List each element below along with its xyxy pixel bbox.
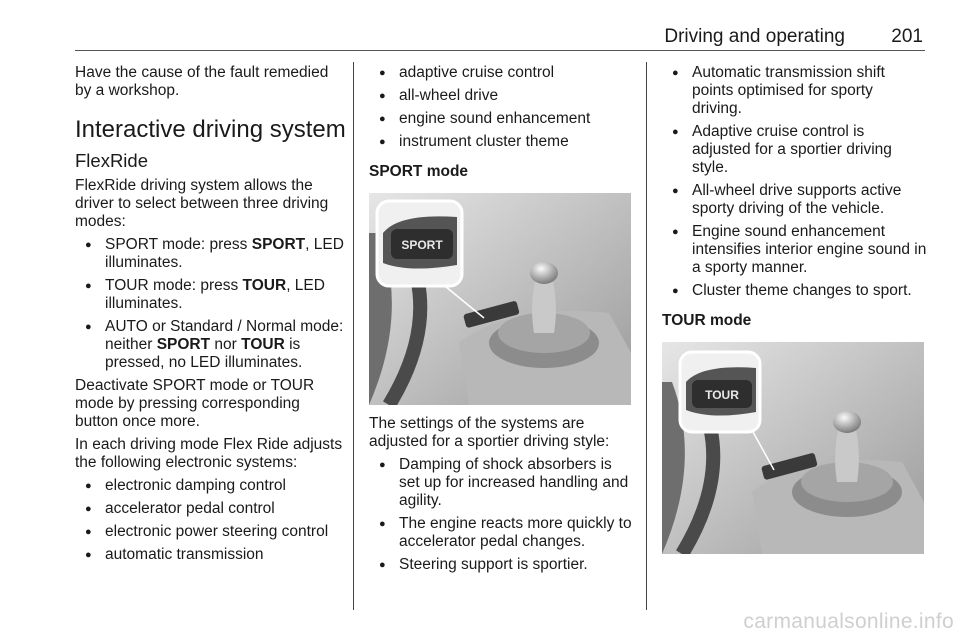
sport-settings-list-continued bbox=[662, 64, 927, 300]
list-item: ● instrument cluster theme bbox=[369, 133, 634, 151]
sport-settings-list bbox=[369, 456, 634, 574]
column-3 bbox=[662, 64, 927, 554]
list-item: ● engine sound enhancement bbox=[369, 110, 634, 128]
page-header bbox=[75, 26, 925, 51]
column-divider bbox=[353, 62, 354, 610]
list-item: ● Damping of shock absorbers is set up for increased handling and agility. bbox=[369, 456, 634, 510]
sport-button-photo bbox=[369, 193, 631, 405]
tour-button-photo bbox=[662, 342, 924, 554]
list-item: ● electronic damping control bbox=[75, 477, 347, 495]
list-item: ● All-wheel drive supports active sporty driving of the vehicle. bbox=[662, 182, 927, 218]
list-item: ● electronic power steering control bbox=[75, 523, 347, 541]
list-item: ● automatic transmission bbox=[75, 546, 347, 564]
list-item: ● Automatic transmission shift points optimised for sporty driving. bbox=[662, 64, 927, 118]
list-item: ● Engine sound enhancement intensifies interior engine sound in a sporty manner. bbox=[662, 223, 927, 277]
tour-button-label: TOUR bbox=[705, 388, 739, 402]
list-item: ● accelerator pedal control bbox=[75, 500, 347, 518]
systems-list-continued bbox=[369, 64, 634, 151]
list-item: ● all-wheel drive bbox=[369, 87, 634, 105]
page-number: 201 bbox=[891, 26, 923, 47]
list-item: ● TOUR mode: press TOUR, LED illuminates. bbox=[75, 277, 347, 313]
list-item: ● Steering support is sportier. bbox=[369, 556, 634, 574]
list-item: ● AUTO or Standard / Normal mode: neither SPORT nor TOUR is pressed, no LED illuminates. bbox=[75, 318, 347, 372]
flexride-description: FlexRide driving system allows the driver to select between three driving modes: bbox=[75, 177, 329, 230]
list-item: ● SPORT mode: press SPORT, LED illuminates. bbox=[75, 236, 347, 272]
header-title: Driving and operating bbox=[664, 26, 845, 47]
sport-intro-text: The settings of the systems are adjusted for a sportier driving style: bbox=[369, 415, 610, 450]
section-title: Interactive driving system bbox=[75, 116, 346, 143]
list-item: ● adaptive cruise control bbox=[369, 64, 634, 82]
adjusts-text: In each driving mode Flex Ride adjusts the following electronic systems: bbox=[75, 436, 343, 471]
column-2 bbox=[369, 64, 634, 579]
watermark: carmanualsonline.info bbox=[743, 610, 954, 633]
mode-list bbox=[75, 236, 347, 372]
column-divider bbox=[646, 62, 647, 610]
list-item: ● Adaptive cruise control is adjusted for a sportier driving style. bbox=[662, 123, 927, 177]
column-1 bbox=[75, 64, 347, 569]
sport-mode-heading: SPORT mode bbox=[369, 163, 469, 180]
tour-mode-heading: TOUR mode bbox=[662, 312, 752, 329]
subsection-title: FlexRide bbox=[75, 150, 148, 171]
deactivate-text: Deactivate SPORT mode or TOUR mode by pressing corresponding button once more. bbox=[75, 377, 315, 430]
sport-button-label: SPORT bbox=[401, 238, 443, 252]
systems-list bbox=[75, 477, 347, 564]
list-item: ● Cluster theme changes to sport. bbox=[662, 282, 927, 300]
intro-text: Have the cause of the fault remedied by a workshop. bbox=[75, 64, 329, 99]
list-item: ● The engine reacts more quickly to accelerator pedal changes. bbox=[369, 515, 634, 551]
